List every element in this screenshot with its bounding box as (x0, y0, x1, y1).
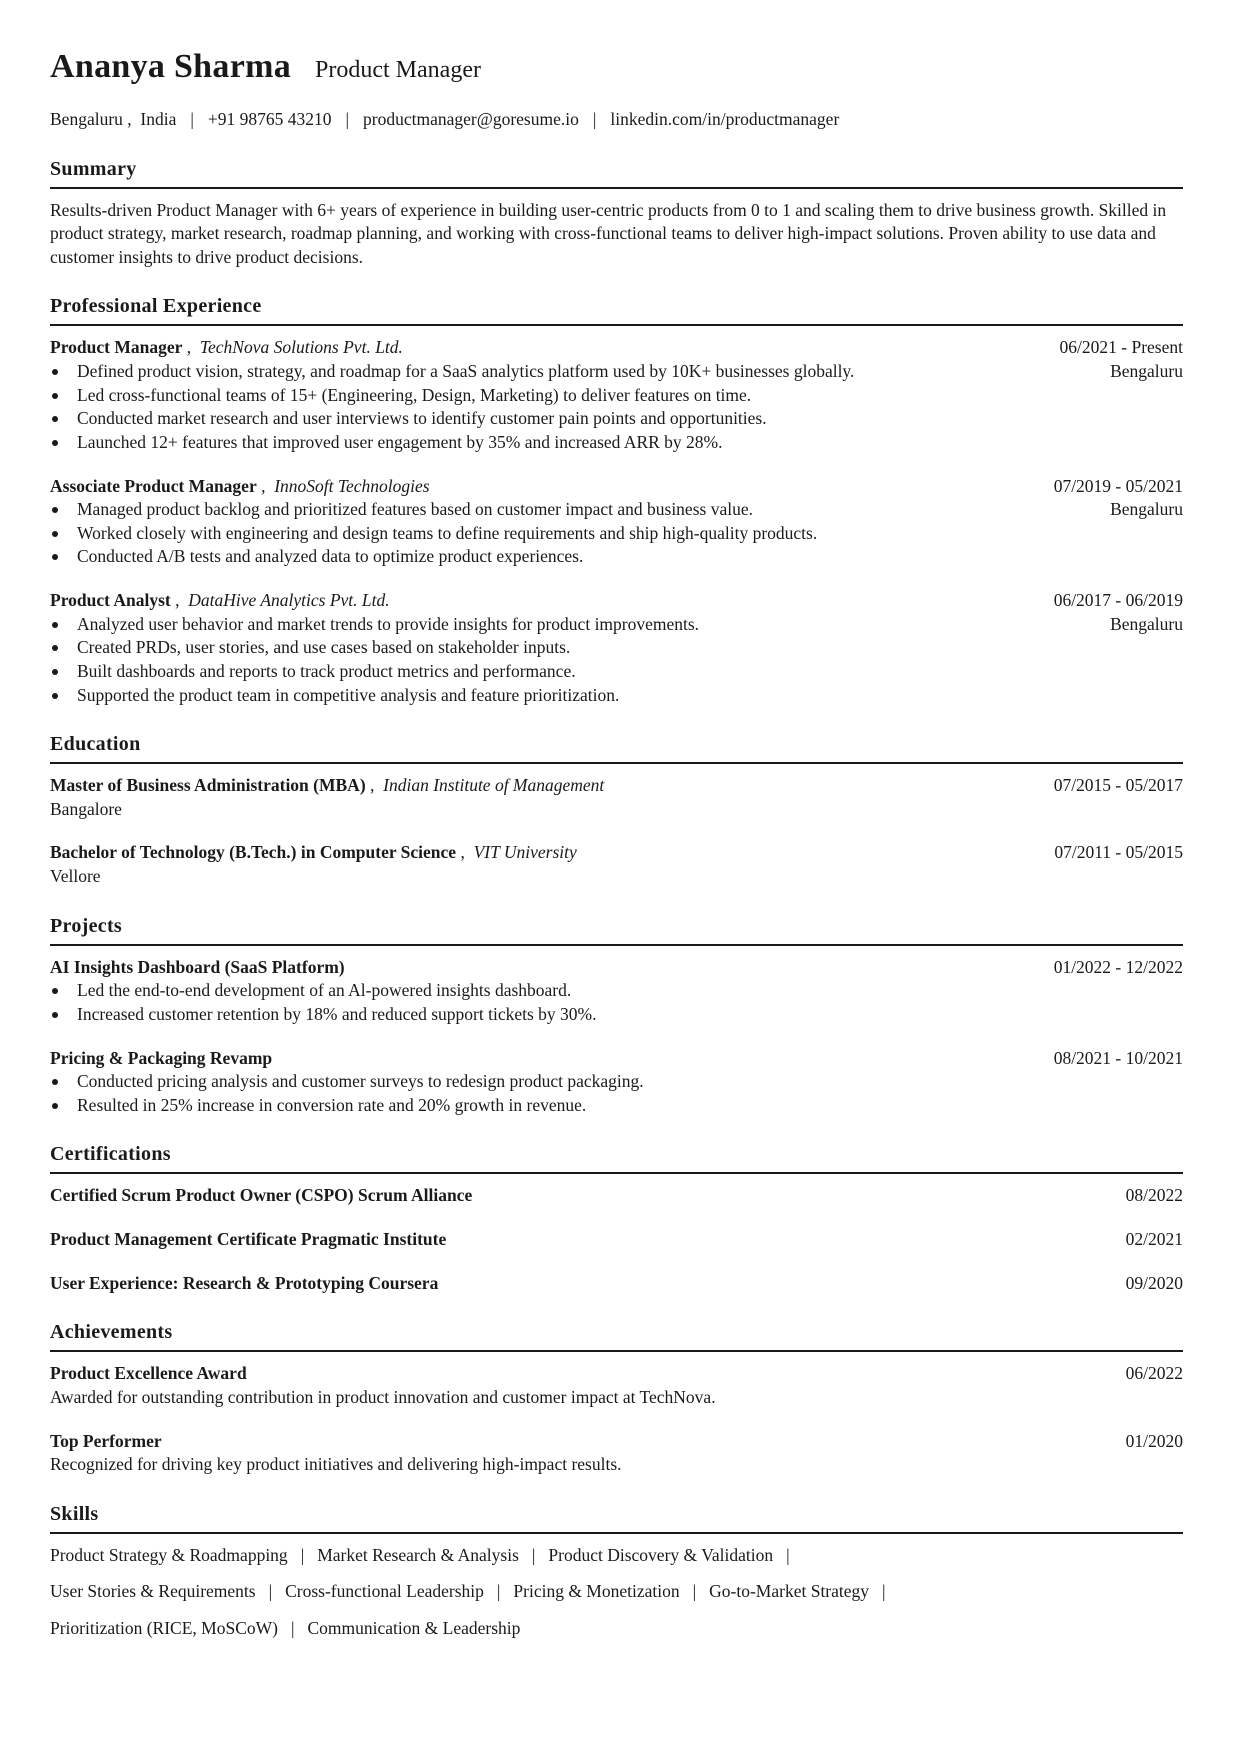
education-header (50, 774, 1183, 798)
certification-entry (50, 1184, 1183, 1208)
project-header (50, 956, 1183, 980)
bullet-item: Created PRDs, user stories, and use cases based on stakeholder inputs. (50, 636, 930, 660)
comma-separator: , (170, 590, 189, 611)
section-title-summary: Summary (50, 156, 1183, 189)
experience-entry (50, 475, 1183, 570)
education-entry (50, 841, 1183, 888)
comma-separator: , (365, 775, 384, 796)
school-name: Indian Institute of Management (383, 775, 605, 796)
section-title-certifications: Certifications (50, 1141, 1183, 1174)
projects-section (50, 913, 1183, 1118)
education-dates: 07/2011 - 05/2015 (1054, 842, 1183, 863)
skill-item: Prioritization (RICE, MoSCoW) (50, 1618, 278, 1639)
education-section (50, 731, 1183, 889)
skill-separator: | (786, 1544, 790, 1565)
achievements-list (50, 1362, 1183, 1477)
experience-title-line (50, 475, 430, 499)
achievement-title: Top Performer (50, 1430, 162, 1451)
achievement-entry (50, 1362, 1183, 1409)
contact-item: Bengaluru , India (50, 108, 177, 129)
skill-item: Go-to-Market Strategy (709, 1581, 870, 1602)
bullet-item: Conducted market research and user interviews to identify customer pain points and opportunities. (50, 407, 930, 431)
company-name: InnoSoft Technologies (274, 475, 430, 496)
achievement-description: Awarded for outstanding contribution in product innovation and customer impact at TechNova. (50, 1386, 716, 1407)
bullet-item: Conducted A/B tests and analyzed data to optimize product experiences. (50, 545, 930, 569)
bullet-item: Supported the product team in competitive analysis and feature prioritization. (50, 684, 930, 708)
achievement-header (50, 1430, 1183, 1454)
certification-date: 02/2021 (1125, 1229, 1183, 1250)
contact-item: +91 98765 43210 (207, 108, 332, 129)
degree-name: Bachelor of Technology (B.Tech.) in Computer Science (50, 842, 457, 863)
skill-separator: | (692, 1581, 697, 1602)
bullet-item: Conducted pricing analysis and customer surveys to redesign product packaging. (50, 1070, 930, 1094)
candidate-name: Ananya Sharma (50, 48, 292, 85)
experience-entry (50, 336, 1183, 454)
bullet-item: Built dashboards and reports to track product metrics and performance. (50, 660, 930, 684)
achievement-date: 06/2022 (1125, 1363, 1183, 1384)
summary-text: Results-driven Product Manager with 6+ years of experience in building user-centric products from 0 to 1 and scaling them to drive business growth. Skilled in product strategy, market research, roadmap planning, and working with cross-functional teams to deliver high-impact solutions. Proven ability to use data and customer insights to drive product decisions. (50, 199, 1167, 267)
skill-separator: | (268, 1581, 273, 1602)
job-dates: 06/2017 - 06/2019 (1053, 590, 1183, 611)
education-title-line (50, 841, 577, 865)
experience-title-line (50, 336, 403, 360)
job-dates: 07/2019 - 05/2021 (1053, 475, 1183, 496)
certification-name: User Experience: Research & Prototyping Coursera (50, 1272, 439, 1293)
experience-header (50, 589, 1183, 613)
job-dates: 06/2021 - Present (1059, 337, 1183, 358)
experience-section (50, 293, 1183, 707)
experience-title-line (50, 589, 390, 613)
bullet-list (50, 498, 930, 569)
job-location: Bengaluru (1110, 499, 1183, 520)
section-title-projects: Projects (50, 913, 1183, 946)
skills-line (50, 1544, 1183, 1568)
certifications-list (50, 1184, 1183, 1295)
projects-list (50, 956, 1183, 1118)
experience-header (50, 336, 1183, 360)
certification-name: Certified Scrum Product Owner (CSPO) Scrum Alliance (50, 1185, 473, 1206)
bullet-item: Resulted in 25% increase in conversion rate and 20% growth in revenue. (50, 1094, 930, 1118)
section-title-experience: Professional Experience (50, 293, 1183, 326)
achievement-header (50, 1362, 1183, 1386)
comma-separator: , (456, 842, 474, 863)
job-title: Product Analyst (50, 590, 171, 611)
experience-entry (50, 589, 1183, 707)
bullet-item: Managed product backlog and prioritized features based on customer impact and business value. (50, 498, 930, 522)
certification-name: Product Management Certificate Pragmatic Institute (50, 1229, 447, 1250)
experience-body (50, 498, 1183, 569)
candidate-role: Product Manager (315, 57, 481, 83)
bullet-list (50, 360, 930, 455)
skill-separator: | (300, 1544, 305, 1565)
achievement-title: Product Excellence Award (50, 1363, 247, 1384)
bullet-item: Led the end-to-end development of an Al-powered insights dashboard. (50, 979, 930, 1003)
contact-item: linkedin.com/in/productmanager (610, 108, 840, 129)
skills-section (50, 1501, 1183, 1641)
comma-separator: , (182, 337, 200, 358)
achievement-entry (50, 1430, 1183, 1477)
experience-header (50, 475, 1183, 499)
project-entry (50, 956, 1183, 1027)
achievements-section (50, 1319, 1183, 1477)
skill-item: Market Research & Analysis (317, 1544, 519, 1565)
school-name: VIT University (473, 842, 577, 863)
contact-item: productmanager@goresume.io (363, 108, 579, 129)
summary-section (50, 156, 1183, 270)
skill-separator: | (531, 1544, 536, 1565)
bullet-item: Led cross-functional teams of 15+ (Engineering, Design, Marketing) to deliver features on time. (50, 384, 930, 408)
section-title-achievements: Achievements (50, 1319, 1183, 1352)
company-name: DataHive Analytics Pvt. Ltd. (188, 590, 390, 611)
bullet-list (50, 1070, 930, 1117)
skills-line (50, 1580, 1183, 1604)
header (50, 44, 1183, 90)
project-entry (50, 1047, 1183, 1118)
contact-separator: | (345, 108, 350, 129)
skills-list (50, 1544, 1183, 1641)
skill-separator: | (496, 1581, 501, 1602)
job-location: Bengaluru (1110, 361, 1183, 382)
education-title-line (50, 774, 604, 798)
comma-separator: , (256, 475, 275, 496)
project-title: AI Insights Dashboard (SaaS Platform) (50, 956, 345, 977)
job-title: Product Manager (50, 337, 183, 358)
contact-separator: | (190, 108, 194, 129)
education-list (50, 774, 1183, 889)
project-dates: 01/2022 - 12/2022 (1053, 956, 1183, 977)
skills-line (50, 1617, 1183, 1641)
achievement-description: Recognized for driving key product initiatives and delivering high-impact results. (50, 1454, 622, 1475)
skill-item: Product Discovery & Validation (548, 1544, 774, 1565)
education-dates: 07/2015 - 05/2017 (1053, 775, 1183, 796)
degree-name: Master of Business Administration (MBA) (50, 775, 366, 796)
certifications-section (50, 1141, 1183, 1295)
skill-item: Product Strategy & Roadmapping (50, 1544, 288, 1565)
skill-item: Cross-functional Leadership (285, 1581, 484, 1602)
job-location: Bengaluru (1110, 613, 1183, 634)
certification-entry (50, 1228, 1183, 1252)
bullet-item: Analyzed user behavior and market trends to provide insights for product improvements. (50, 613, 930, 637)
bullet-item: Defined product vision, strategy, and roadmap for a SaaS analytics platform used by 10K+ businesses globally. (50, 360, 930, 384)
skill-separator: | (882, 1581, 886, 1602)
bullet-item: Launched 12+ features that improved user engagement by 35% and increased ARR by 28%. (50, 431, 930, 455)
skill-separator: | (290, 1618, 295, 1639)
experience-body (50, 360, 1183, 455)
certification-entry (50, 1272, 1183, 1296)
bullet-list (50, 979, 930, 1026)
education-location: Vellore (50, 866, 101, 887)
education-header (50, 841, 1183, 865)
skill-item: Pricing & Monetization (513, 1581, 680, 1602)
company-name: TechNova Solutions Pvt. Ltd. (199, 337, 403, 358)
achievement-date: 01/2020 (1125, 1430, 1183, 1451)
contact-separator: | (592, 108, 597, 129)
skill-item: Communication & Leadership (307, 1618, 521, 1639)
project-title: Pricing & Packaging Revamp (50, 1047, 273, 1068)
project-dates: 08/2021 - 10/2021 (1053, 1047, 1183, 1068)
education-location: Bangalore (50, 798, 122, 819)
bullet-item: Increased customer retention by 18% and reduced support tickets by 30%. (50, 1003, 930, 1027)
skill-item: User Stories & Requirements (50, 1581, 256, 1602)
certification-date: 08/2022 (1125, 1185, 1183, 1206)
bullet-list (50, 613, 930, 708)
experience-list (50, 336, 1183, 707)
experience-body (50, 613, 1183, 708)
certification-date: 09/2020 (1125, 1272, 1183, 1293)
bullet-item: Worked closely with engineering and design teams to define requirements and ship high-quality products. (50, 522, 930, 546)
education-entry (50, 774, 1183, 821)
job-title: Associate Product Manager (50, 475, 257, 496)
contact-line (50, 108, 1183, 132)
project-header (50, 1047, 1183, 1071)
section-title-skills: Skills (50, 1501, 1183, 1534)
section-title-education: Education (50, 731, 1183, 764)
